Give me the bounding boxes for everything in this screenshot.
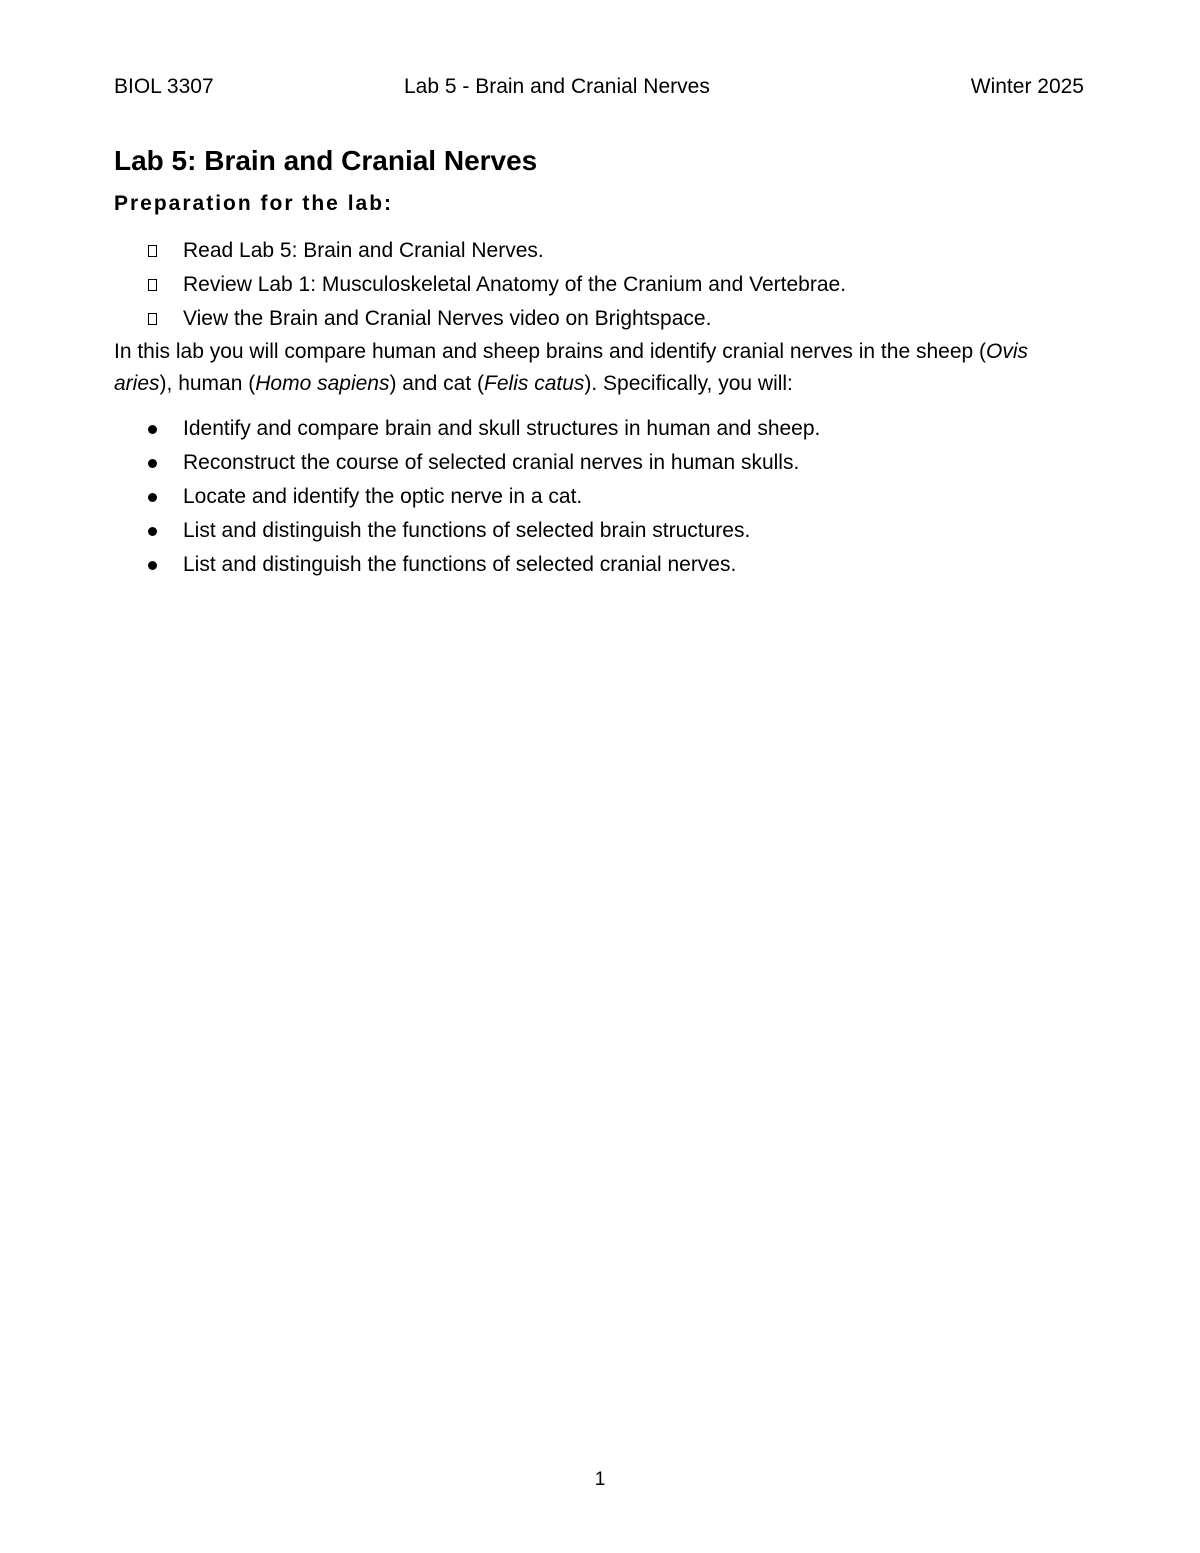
checklist-item: [0, 304, 846, 338]
section-subtitle: Preparation for the lab:: [114, 192, 394, 215]
list-item: [0, 516, 820, 550]
objective-text: Locate and identify the optic nerve in a cat.: [183, 485, 583, 508]
page-header: [114, 73, 1084, 101]
header-lab-title: Lab 5 - Brain and Cranial Nerves: [404, 75, 710, 98]
checklist-item-text: Read Lab 5: Brain and Cranial Nerves.: [183, 239, 544, 262]
intro-text: ) and cat (: [389, 372, 485, 395]
checkbox-icon: [148, 245, 157, 257]
intro-paragraph: [114, 336, 1074, 400]
bullet-icon: [148, 459, 157, 468]
preparation-checklist: [0, 236, 846, 338]
bullet-icon: [148, 425, 157, 434]
checkbox-icon: [148, 279, 157, 291]
checkbox-icon: [148, 313, 157, 325]
objective-text: Identify and compare brain and skull structures in human and sheep.: [183, 417, 821, 440]
header-course: BIOL 3307: [114, 75, 214, 98]
intro-text: In this lab you will compare human and sheep brains and identify cranial nerves in the sheep (: [114, 340, 987, 363]
species-name: Felis catus: [484, 372, 585, 395]
list-item: [0, 550, 820, 584]
objective-text: List and distinguish the functions of selected cranial nerves.: [183, 553, 737, 576]
list-item: [0, 414, 820, 448]
objective-text: Reconstruct the course of selected cranial nerves in human skulls.: [183, 451, 800, 474]
species-name: Ovis aries: [114, 340, 1029, 395]
list-item: [0, 482, 820, 516]
header-term: Winter 2025: [970, 75, 1084, 98]
document-title: Lab 5: Brain and Cranial Nerves: [114, 145, 538, 176]
checklist-item-text: View the Brain and Cranial Nerves video on Brightspace.: [183, 307, 712, 330]
objectives-list: [0, 414, 820, 584]
checklist-item-text: Review Lab 1: Musculoskeletal Anatomy of the Cranium and Vertebrae.: [183, 273, 847, 296]
bullet-icon: [148, 527, 157, 536]
checklist-item: [0, 270, 846, 304]
checklist-item: [0, 236, 846, 270]
page-number: 1: [594, 1469, 606, 1490]
bullet-icon: [148, 493, 157, 502]
species-name: Homo sapiens: [255, 372, 390, 395]
bullet-icon: [148, 561, 157, 570]
intro-text: ), human (: [159, 372, 256, 395]
objective-text: List and distinguish the functions of selected brain structures.: [183, 519, 751, 542]
intro-text: ). Specifically, you will:: [584, 372, 793, 395]
list-item: [0, 448, 820, 482]
